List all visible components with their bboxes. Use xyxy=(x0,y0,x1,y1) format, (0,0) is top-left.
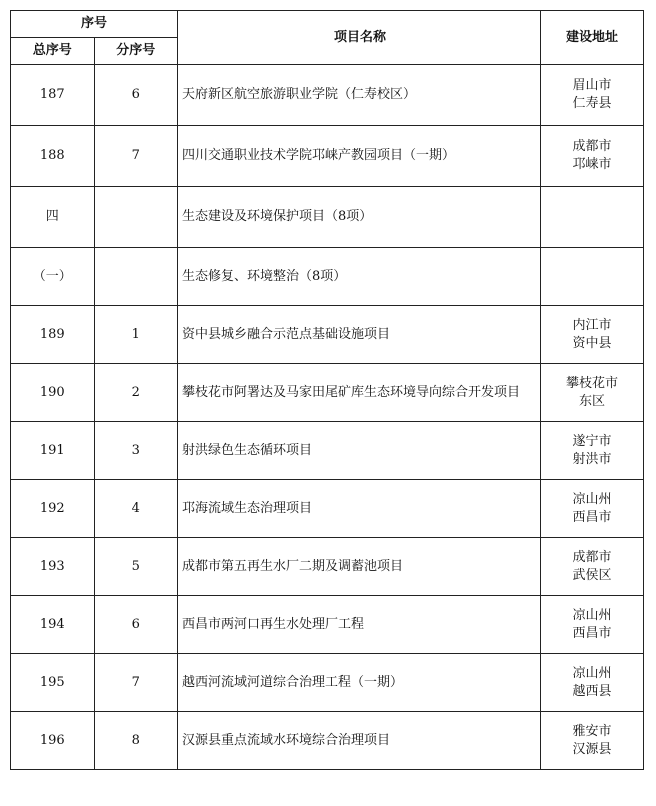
location-district: 武侯区 xyxy=(572,567,612,583)
sub-seq-cell xyxy=(94,248,178,306)
table-row xyxy=(11,306,644,364)
location-district: 西昌市 xyxy=(572,509,612,525)
location-district: 东区 xyxy=(578,393,605,409)
location-city: 成都市 xyxy=(572,139,612,154)
location-cell xyxy=(541,306,644,364)
project-name-cell: 射洪绿色生态循环项目 xyxy=(178,422,541,480)
location-cell xyxy=(541,422,644,480)
location-city: 遂宁市 xyxy=(572,433,612,449)
project-name-cell: 天府新区航空旅游职业学院（仁寿校区） xyxy=(178,65,541,126)
location-cell xyxy=(541,480,644,538)
total-seq-cell: 191 xyxy=(11,422,95,480)
project-table-container xyxy=(10,10,644,770)
sub-seq-cell: 1 xyxy=(94,306,178,364)
location-district: 西昌市 xyxy=(572,625,612,641)
location-cell xyxy=(541,187,644,248)
sub-seq-cell: 8 xyxy=(94,712,178,770)
table-row xyxy=(11,126,644,187)
project-name-cell: 越西河流域河道综合治理工程（一期） xyxy=(178,654,541,712)
sub-seq-cell: 7 xyxy=(94,126,178,187)
sub-seq-cell: 6 xyxy=(94,65,178,126)
location-city: 凉山州 xyxy=(572,607,612,623)
project-name-cell: 成都市第五再生水厂二期及调蓄池项目 xyxy=(178,538,541,596)
table-row xyxy=(11,248,644,306)
header-row-1 xyxy=(11,11,644,38)
location-cell xyxy=(541,364,644,422)
project-table xyxy=(10,10,644,770)
location-cell xyxy=(541,596,644,654)
table-row xyxy=(11,480,644,538)
sub-seq-cell: 6 xyxy=(94,596,178,654)
project-name-cell: 汉源县重点流域水环境综合治理项目 xyxy=(178,712,541,770)
location-city: 凉山州 xyxy=(572,491,612,507)
location-cell xyxy=(541,538,644,596)
location-cell xyxy=(541,654,644,712)
sub-seq-cell: 2 xyxy=(94,364,178,422)
total-seq-cell: 194 xyxy=(11,596,95,654)
location-city: 雅安市 xyxy=(572,723,612,739)
table-row xyxy=(11,187,644,248)
project-name-cell: 攀枝花市阿署达及马家田尾矿库生态环境导向综合开发项目 xyxy=(178,364,541,422)
total-seq-cell: 193 xyxy=(11,538,95,596)
location-city: 成都市 xyxy=(572,549,612,565)
table-row xyxy=(11,538,644,596)
table-row xyxy=(11,65,644,126)
project-name-cell: 邛海流域生态治理项目 xyxy=(178,480,541,538)
sub-seq-cell: 4 xyxy=(94,480,178,538)
location-cell xyxy=(541,712,644,770)
location-cell xyxy=(541,248,644,306)
project-name-cell: 生态建设及环境保护项目（8项） xyxy=(178,187,541,248)
total-seq-cell: 188 xyxy=(11,126,95,187)
location-district: 越西县 xyxy=(572,683,612,699)
total-seq-cell: 196 xyxy=(11,712,95,770)
project-name-cell: 西昌市两河口再生水处理厂工程 xyxy=(178,596,541,654)
header-sub-seq: 分序号 xyxy=(94,38,178,65)
sub-seq-cell: 5 xyxy=(94,538,178,596)
total-seq-cell: 195 xyxy=(11,654,95,712)
header-project-name: 项目名称 xyxy=(178,11,541,65)
location-district: 射洪市 xyxy=(572,451,612,467)
project-name-cell: 资中县城乡融合示范点基础设施项目 xyxy=(178,306,541,364)
location-city: 眉山市 xyxy=(572,78,612,93)
total-seq-cell: 187 xyxy=(11,65,95,126)
header-total-seq: 总序号 xyxy=(11,38,95,65)
total-seq-cell: 四 xyxy=(11,187,95,248)
project-name-cell: 生态修复、环境整治（8项） xyxy=(178,248,541,306)
table-row xyxy=(11,654,644,712)
location-city: 攀枝花市 xyxy=(565,375,618,391)
total-seq-cell: 192 xyxy=(11,480,95,538)
table-row xyxy=(11,712,644,770)
location-cell xyxy=(541,65,644,126)
total-seq-cell: （一） xyxy=(11,248,95,306)
sub-seq-cell: 7 xyxy=(94,654,178,712)
total-seq-cell: 189 xyxy=(11,306,95,364)
project-name-cell: 四川交通职业技术学院邛崃产教园项目（一期） xyxy=(178,126,541,187)
location-city: 内江市 xyxy=(572,317,612,333)
table-row xyxy=(11,364,644,422)
location-district: 资中县 xyxy=(572,335,612,351)
location-district: 汉源县 xyxy=(572,741,612,757)
sub-seq-cell: 3 xyxy=(94,422,178,480)
header-location: 建设地址 xyxy=(541,11,644,65)
location-city: 凉山州 xyxy=(572,665,612,681)
location-district: 仁寿县 xyxy=(572,96,612,111)
table-row xyxy=(11,596,644,654)
table-row xyxy=(11,422,644,480)
location-district: 邛崃市 xyxy=(572,157,612,172)
sub-seq-cell xyxy=(94,187,178,248)
total-seq-cell: 190 xyxy=(11,364,95,422)
location-cell xyxy=(541,126,644,187)
header-seq-group: 序号 xyxy=(11,11,178,38)
